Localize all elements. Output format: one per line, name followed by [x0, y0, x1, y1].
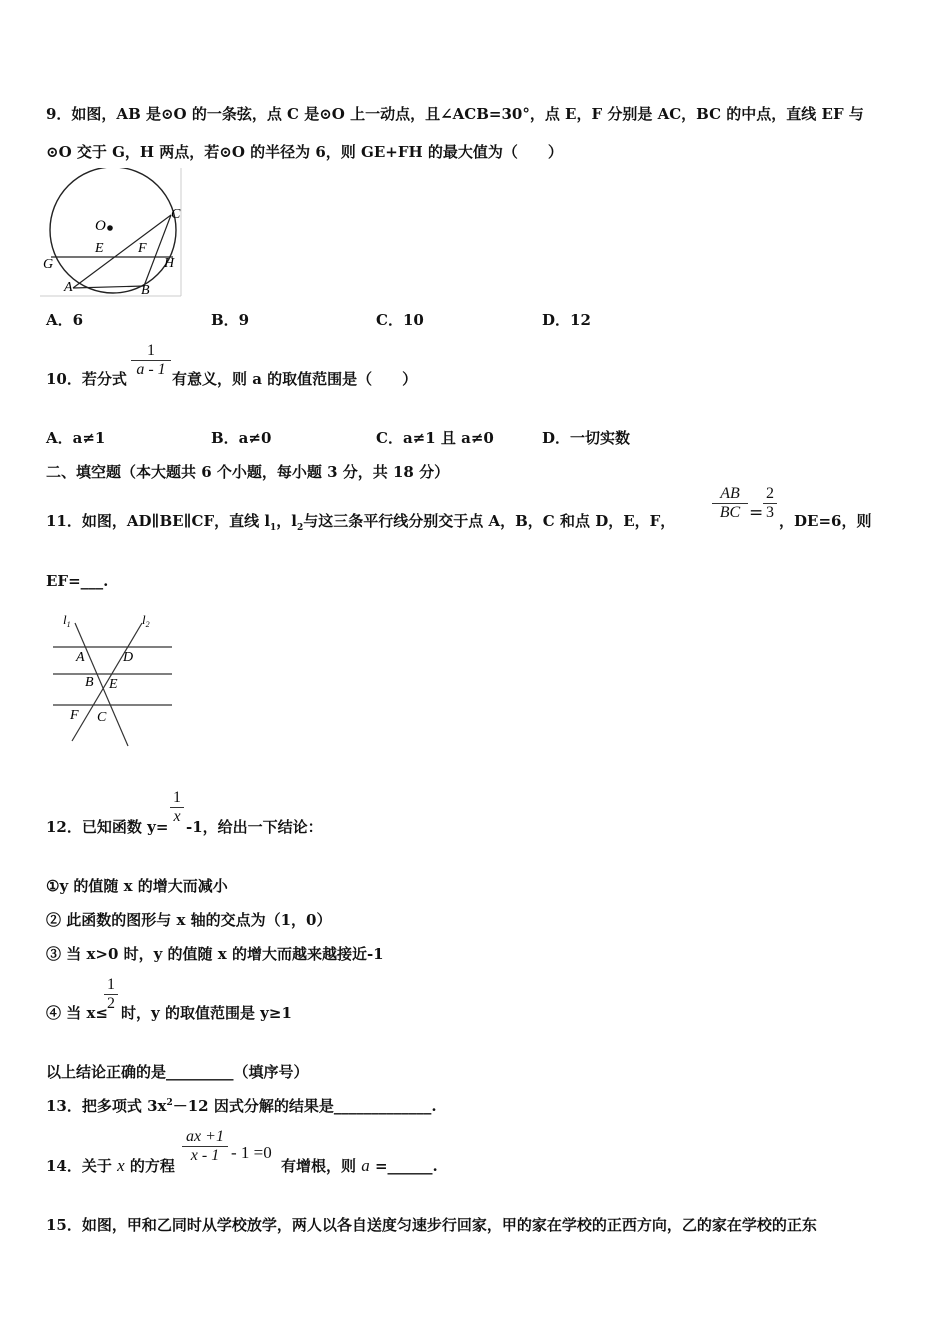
- q11-text-b: ，l: [276, 512, 297, 530]
- q13-text-b: －12 因式分解的结果是_____________.: [172, 1097, 437, 1115]
- q11-line2: EF=___.: [46, 572, 109, 590]
- q13-text-a: 13．把多项式 3x: [46, 1097, 167, 1115]
- q14-frac-num: ax +1: [186, 1128, 224, 1145]
- label-a: A: [64, 280, 73, 295]
- q10-option-c: C．a≠1 且 a≠0: [376, 429, 494, 447]
- center-dot: [107, 225, 113, 231]
- q14-text-suffix: [281, 1155, 438, 1176]
- q9-line2: ⊙O 交于 G，H 两点，若⊙O 的半径为 6，则 GE+FH 的最大值为（ ）: [46, 143, 563, 161]
- q14-suffix: 有增根，则: [281, 1157, 357, 1175]
- label-o: O: [95, 218, 106, 234]
- label-c: C: [171, 207, 181, 222]
- q12-item4-num: 1: [107, 976, 115, 993]
- label-e: E: [95, 241, 104, 256]
- q9-option-b: B．9: [211, 311, 250, 329]
- q11-frac2-den: 3: [766, 504, 774, 521]
- q9-figure-circle: [40, 168, 190, 298]
- label-d: D: [123, 650, 134, 665]
- label-f: F: [70, 708, 79, 723]
- q12-item-4-suffix: 时，y 的取值范围是 y≥1: [121, 1004, 292, 1022]
- q14-prefix: 14．关于: [46, 1157, 112, 1175]
- q9-line1: 9．如图，AB 是⊙O 的一条弦，点 C 是⊙O 上一动点，且∠ACB=30°，点 E，F 分别是 AC，BC 的中点，直线 EF 与: [46, 105, 864, 123]
- label-f: F: [138, 241, 147, 256]
- q15-line1: 15．如图，甲和乙同时从学校放学，两人以各自送度匀速步行回家，甲的家在学校的正西方向，乙的家在学校的正东: [46, 1216, 817, 1234]
- q10-option-b: B．a≠0: [211, 429, 272, 447]
- q11-fraction-ab-bc: [712, 485, 748, 522]
- q11-text-a: 11．如图，AD∥BE∥CF，直线 l: [46, 512, 271, 530]
- label-l1: $l_1$: [63, 612, 71, 629]
- label-b: B: [85, 675, 94, 690]
- q14-var-x: x: [117, 1156, 125, 1175]
- q14-rest: - 1 =0: [231, 1143, 272, 1162]
- q11-text-c: 与这三条平行线分别交于点 A，B，C 和点 D，E，F，: [303, 512, 676, 530]
- q12-item-2: ② 此函数的图形与 x 轴的交点为（1，0）: [46, 911, 332, 929]
- q14-text-prefix: [46, 1155, 175, 1176]
- line-l1: [75, 623, 128, 746]
- q12-fraction: [170, 789, 184, 826]
- q11-figure-parallel-lines: [45, 606, 185, 751]
- q12-item-4-prefix: ④ 当 x≤: [46, 1004, 108, 1022]
- q14-var-a: a: [361, 1156, 370, 1175]
- q11-fraction-2-3: [763, 485, 777, 522]
- q13-sup: 2: [166, 1098, 173, 1108]
- q9-option-c: C．10: [376, 311, 424, 329]
- label-a: A: [76, 650, 85, 665]
- q11-text: [46, 510, 675, 533]
- q12-item-3: ③ 当 x>0 时，y 的值随 x 的增大而越来越接近-1: [46, 945, 384, 963]
- q14-answer: =______.: [374, 1157, 438, 1175]
- section2-title: 二、填空题（本大题共 6 个小题，每小题 3 分，共 18 分）: [46, 463, 450, 481]
- q14-fraction: [182, 1128, 228, 1165]
- q12-item-4-fraction: [104, 976, 118, 1013]
- q10-option-d: D．一切实数: [542, 429, 631, 447]
- q10-fraction: [131, 342, 171, 379]
- q10-frac-num: 1: [147, 342, 155, 359]
- label-b: B: [141, 283, 150, 298]
- q12-frac-den: x: [173, 808, 181, 825]
- label-l2: $l_2$: [142, 612, 150, 629]
- q11-frac1-den: BC: [719, 504, 741, 521]
- label-g: G: [43, 257, 54, 272]
- q14-mid: 的方程: [129, 1157, 175, 1175]
- q11-sub1: 1: [270, 523, 277, 533]
- label-h: H: [164, 256, 175, 271]
- q14-frac-den: x - 1: [190, 1147, 220, 1164]
- q11-frac2-num: 2: [766, 485, 774, 502]
- q12-item-1: ①y 的值随 x 的增大而减小: [46, 877, 228, 895]
- q12-suffix: -1，给出一下结论：: [186, 818, 323, 836]
- q12-frac-num: 1: [173, 789, 181, 806]
- q9-option-a: A．6: [46, 311, 84, 329]
- q10-frac-den: a - 1: [136, 361, 166, 378]
- q12-prefix: 12．已知函数 y=: [46, 818, 169, 836]
- label-e: E: [109, 677, 118, 692]
- q13-text: [46, 1095, 437, 1116]
- q9-option-d: D．12: [542, 311, 591, 329]
- label-c: C: [97, 710, 107, 725]
- q12-conclusion: 以上结论正确的是_________（填序号）: [46, 1063, 309, 1081]
- q10-option-a: A．a≠1: [46, 429, 106, 447]
- q12-item4-den: 2: [107, 995, 115, 1012]
- q11-text-d: ，DE=6，则: [779, 512, 872, 530]
- q10-prefix: 10．若分式: [46, 370, 127, 388]
- q10-suffix: 有意义，则 a 的取值范围是（ ）: [172, 370, 418, 388]
- q11-equals: =: [749, 503, 764, 523]
- q11-sub2: 2: [297, 523, 304, 533]
- q11-frac1-num: AB: [720, 485, 740, 502]
